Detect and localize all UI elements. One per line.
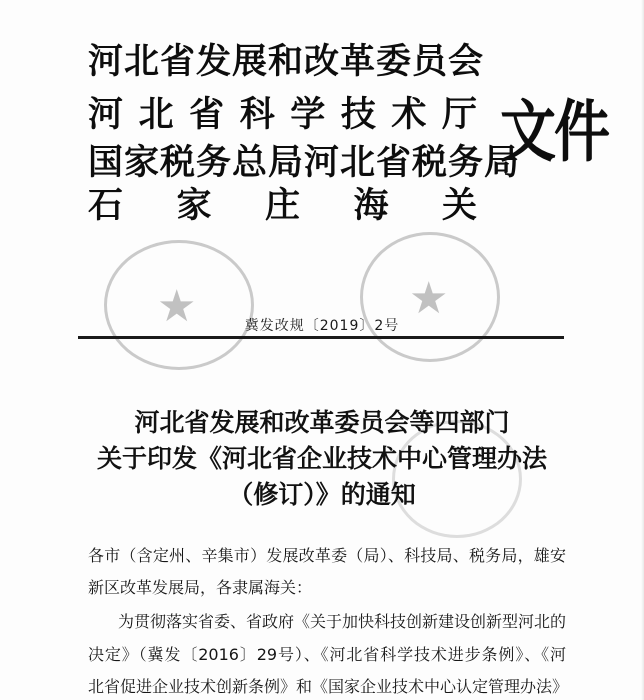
- seal-star-icon: ★: [157, 281, 197, 332]
- document-label: 文件: [500, 94, 608, 172]
- seal-star-icon: ★: [409, 273, 449, 324]
- paragraph-line-1: 为贯彻落实省委、省政府《关于加快科技创新建设创新型河北的: [118, 612, 567, 631]
- agency-char: 北: [138, 95, 175, 135]
- addressee-line-1: 各市（含定州、辛集市）发展改革委（局）、科技局、税务局，雄安: [88, 546, 566, 565]
- notice-title-line-2: 关于印发《河北省企业技术中心管理办法: [96, 444, 547, 473]
- agency-name-4: [88, 186, 478, 226]
- agency-char: 厅: [441, 95, 478, 135]
- agency-name-1: 河北省发展和改革委员会: [88, 42, 485, 82]
- official-seal-right: [360, 232, 500, 362]
- agency-char: 术: [391, 95, 428, 135]
- agency-char: 省: [189, 95, 226, 135]
- header-divider: [78, 336, 564, 339]
- agency-char: 家: [176, 186, 213, 226]
- agency-char: 关: [441, 186, 478, 226]
- document-number: 冀发改规〔2019〕2号: [244, 318, 400, 334]
- agency-name-2: [88, 95, 478, 135]
- agency-char: 科: [239, 95, 276, 135]
- official-seal-bottom: [392, 420, 522, 538]
- agency-char: 河: [88, 95, 125, 135]
- agency-char: 石: [88, 186, 125, 226]
- agency-char: 海: [353, 186, 390, 226]
- notice-title-line-3: （修订）》的通知: [228, 480, 416, 509]
- agency-char: 学: [290, 95, 327, 135]
- agency-char: 技: [340, 95, 377, 135]
- paragraph-line-3: 北省促进企业技术创新条例》和《国家企业技术中心认定管理办法》: [88, 677, 569, 696]
- agency-char: 庄: [264, 186, 301, 226]
- addressee-line-2: 新区改革发展局，各隶属海关：: [88, 578, 313, 597]
- paragraph-line-2: 决定》（冀发〔2016〕29号）、《河北省科学技术进步条例》、《河: [88, 645, 566, 664]
- agency-name-3: 国家税务总局河北省税务局: [88, 143, 521, 183]
- notice-title-line-1: 河北省发展和改革委员会等四部门: [134, 408, 510, 437]
- official-seal-left: [104, 240, 254, 370]
